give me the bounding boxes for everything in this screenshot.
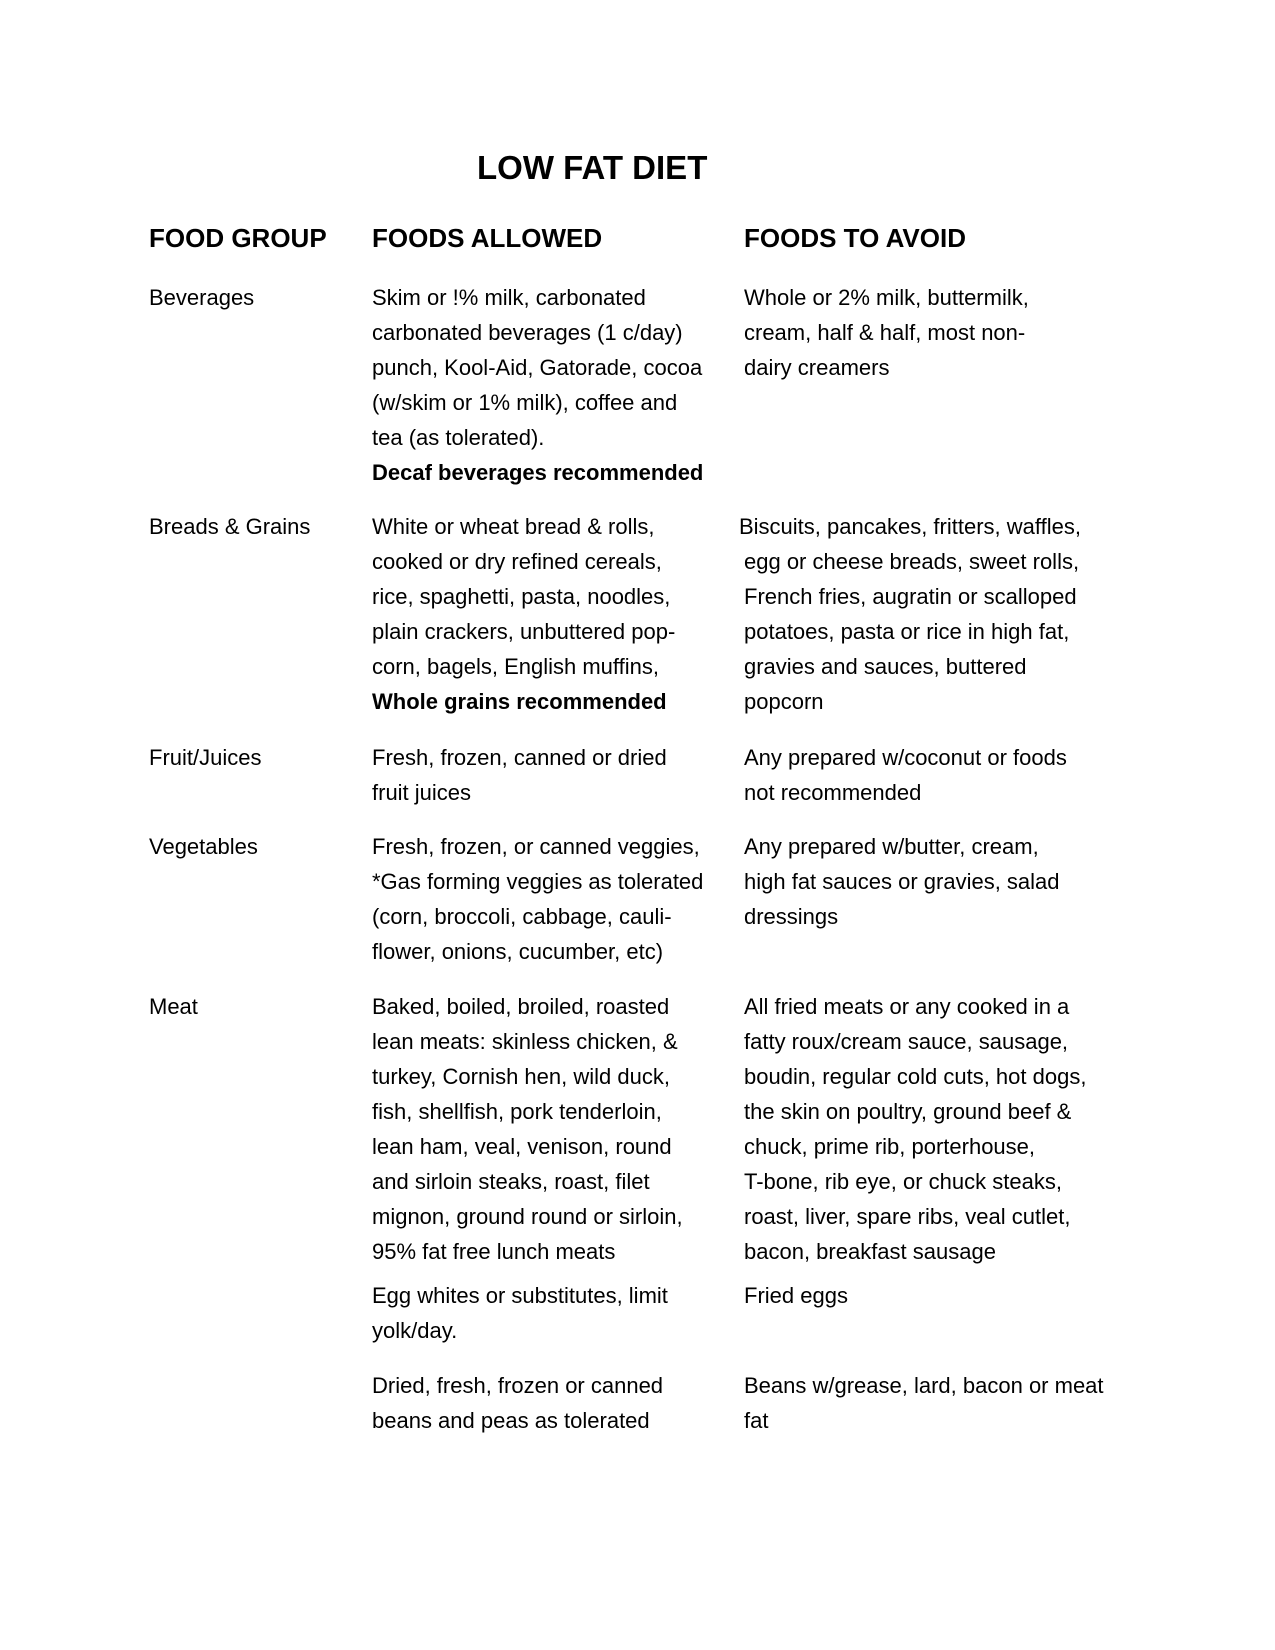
food-group-beverages: Beverages bbox=[149, 285, 255, 310]
vegetables-avoid bbox=[744, 829, 1060, 934]
food-group-fruit-juices: Fruit/Juices bbox=[149, 745, 262, 770]
eggs-avoid bbox=[744, 1278, 848, 1313]
text-line: lean meats: skinless chicken, & bbox=[372, 1029, 678, 1054]
text-line: cooked or dry refined cereals, bbox=[372, 549, 662, 574]
text-line: Skim or !% milk, carbonated bbox=[372, 285, 646, 310]
text-line: Beans w/grease, lard, bacon or meat bbox=[744, 1373, 1104, 1398]
text-line: chuck, prime rib, porterhouse, bbox=[744, 1134, 1036, 1159]
text-line: popcorn bbox=[744, 689, 824, 714]
text-line: (corn, broccoli, cabbage, cauli- bbox=[372, 904, 672, 929]
text-line: Baked, boiled, broiled, roasted bbox=[372, 994, 670, 1019]
beverages-allowed bbox=[372, 280, 703, 490]
text-line: roast, liver, spare ribs, veal cutlet, bbox=[744, 1204, 1071, 1229]
beverages-recommendation: Decaf beverages recommended bbox=[372, 460, 704, 485]
text-line: fruit juices bbox=[372, 780, 472, 805]
text-line: Any prepared w/coconut or foods bbox=[744, 745, 1067, 770]
text-line: White or wheat bread & rolls, bbox=[372, 514, 655, 539]
text-line: flower, onions, cucumber, etc) bbox=[372, 939, 664, 964]
text-line: punch, Kool-Aid, Gatorade, cocoa bbox=[372, 355, 703, 380]
text-line: bacon, breakfast sausage bbox=[744, 1239, 996, 1264]
text-line: *Gas forming veggies as tolerated bbox=[372, 869, 704, 894]
text-line: 95% fat free lunch meats bbox=[372, 1239, 616, 1264]
text-line: and sirloin steaks, roast, filet bbox=[372, 1169, 650, 1194]
beans-allowed bbox=[372, 1368, 663, 1438]
text-line: egg or cheese breads, sweet rolls, bbox=[744, 549, 1080, 574]
text-line: not recommended bbox=[744, 780, 922, 805]
meat-avoid bbox=[744, 989, 1086, 1269]
text-line: the skin on poultry, ground beef & bbox=[744, 1099, 1072, 1124]
column-header-food-group: FOOD GROUP bbox=[149, 223, 327, 253]
text-line: cream, half & half, most non- bbox=[744, 320, 1026, 345]
text-line: lean ham, veal, venison, round bbox=[372, 1134, 672, 1159]
text-line: French fries, augratin or scalloped bbox=[744, 584, 1077, 609]
text-line: Egg whites or substitutes, limit bbox=[372, 1283, 668, 1308]
page-title: LOW FAT DIET bbox=[477, 149, 708, 186]
breads-recommendation: Whole grains recommended bbox=[372, 689, 667, 714]
text-line: tea (as tolerated). bbox=[372, 425, 545, 450]
text-line: fish, shellfish, pork tenderloin, bbox=[372, 1099, 662, 1124]
text-line: T-bone, rib eye, or chuck steaks, bbox=[744, 1169, 1062, 1194]
text-line: Fresh, frozen, or canned veggies, bbox=[372, 834, 700, 859]
text-line: Dried, fresh, frozen or canned bbox=[372, 1373, 664, 1398]
beans-avoid bbox=[744, 1368, 1104, 1438]
food-group-vegetables: Vegetables bbox=[149, 834, 258, 859]
column-header-foods-allowed: FOODS ALLOWED bbox=[372, 223, 603, 253]
text-line: Whole or 2% milk, buttermilk, bbox=[744, 285, 1029, 310]
column-header-foods-to-avoid: FOODS TO AVOID bbox=[744, 223, 966, 253]
fruit-allowed bbox=[372, 740, 667, 810]
fruit-avoid bbox=[744, 740, 1067, 810]
meat-allowed bbox=[372, 989, 683, 1269]
text-line: rice, spaghetti, pasta, noodles, bbox=[372, 584, 671, 609]
text-line: gravies and sauces, buttered bbox=[744, 654, 1027, 679]
text-line: boudin, regular cold cuts, hot dogs, bbox=[744, 1064, 1087, 1089]
vegetables-allowed bbox=[372, 829, 703, 969]
text-line: high fat sauces or gravies, salad bbox=[744, 869, 1060, 894]
text-line: (w/skim or 1% milk), coffee and bbox=[372, 390, 678, 415]
text-line: beans and peas as tolerated bbox=[372, 1408, 650, 1433]
text-line: yolk/day. bbox=[372, 1318, 458, 1343]
text-line: carbonated beverages (1 c/day) bbox=[372, 320, 683, 345]
breads-avoid bbox=[744, 544, 1079, 719]
text-line: corn, bagels, English muffins, bbox=[372, 654, 659, 679]
eggs-allowed bbox=[372, 1278, 668, 1348]
text-line: potatoes, pasta or rice in high fat, bbox=[744, 619, 1070, 644]
breads-allowed bbox=[372, 509, 675, 719]
text-line: dressings bbox=[744, 904, 839, 929]
text-line: dairy creamers bbox=[744, 355, 890, 380]
text-line: fatty roux/cream sauce, sausage, bbox=[744, 1029, 1069, 1054]
text-line: Fresh, frozen, canned or dried bbox=[372, 745, 667, 770]
beverages-avoid bbox=[744, 280, 1029, 385]
text-line: Fried eggs bbox=[744, 1283, 848, 1308]
text-line: mignon, ground round or sirloin, bbox=[372, 1204, 683, 1229]
text-line: turkey, Cornish hen, wild duck, bbox=[372, 1064, 670, 1089]
food-group-breads-grains: Breads & Grains bbox=[149, 514, 311, 539]
text-line: fat bbox=[744, 1408, 769, 1433]
food-group-meat: Meat bbox=[149, 994, 198, 1019]
text-line: Any prepared w/butter, cream, bbox=[744, 834, 1039, 859]
text-line: plain crackers, unbuttered pop- bbox=[372, 619, 676, 644]
breads-avoid-first-line: Biscuits, pancakes, fritters, waffles, bbox=[739, 514, 1081, 539]
text-line: All fried meats or any cooked in a bbox=[744, 994, 1070, 1019]
